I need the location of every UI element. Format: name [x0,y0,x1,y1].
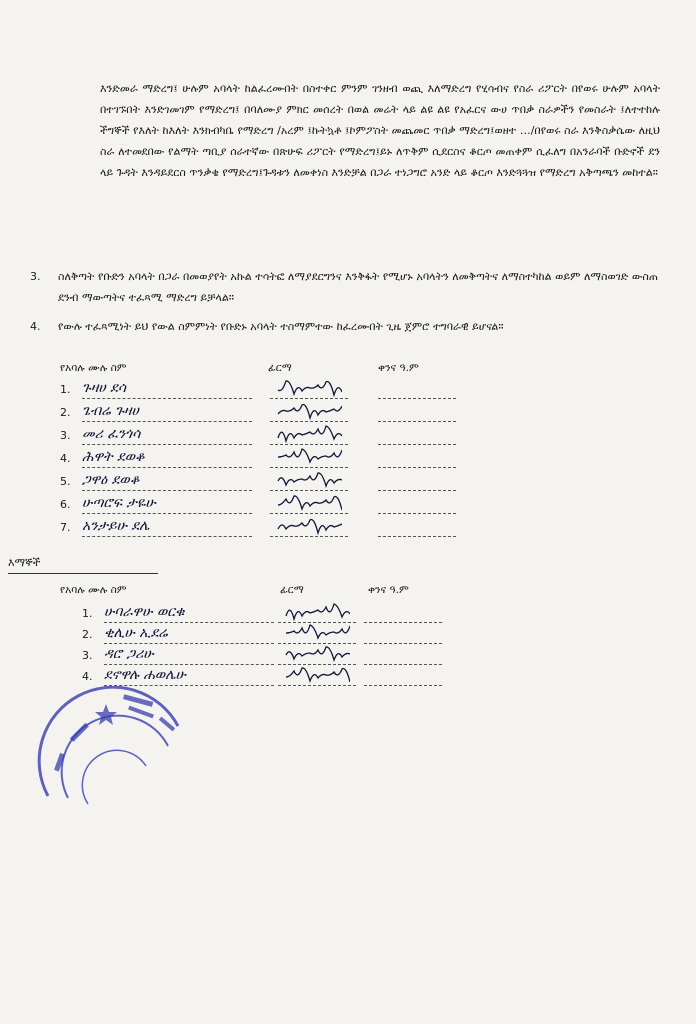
handwritten-name: መሪ ፈንጎሳ [82,426,252,445]
date-field [378,426,456,445]
observers-title: እማኞች [8,556,158,574]
signature-row [82,604,422,624]
signature-icon [270,472,348,491]
handwritten-name: ደኖዋሉ ሐወሌሁ [104,667,274,686]
signature-icon [270,495,348,514]
signature-icon [270,518,348,537]
official-stamp-icon [28,686,198,830]
handwritten-name: ጌብሬ ጉዛሀ [82,403,252,422]
signature-row [82,646,422,666]
row-number: 2. [60,406,71,419]
row-number: 1. [60,383,71,396]
row-number: 1. [82,607,93,620]
members-sign-header: ፊርማ [268,362,292,374]
signature-row [82,667,422,687]
date-field [364,646,442,665]
row-number: 3. [82,649,93,662]
row-number: 4. [82,670,93,683]
signature-icon [270,426,348,445]
date-field [378,518,456,537]
signature-row [60,380,400,400]
signature-row [60,518,400,538]
clause-number: 3. [30,270,41,283]
handwritten-name: ቂሊሁ ኢደሬ [104,625,274,644]
date-field [378,495,456,514]
handwritten-name: አንታይሁ ደሌ [82,518,252,537]
body-paragraph: እንድመራ ማድረግ፤ ሁሉም አባላት ከልፈረሙበት በስተቀር ምንም ገንዘብ ወጪ እለማድረግ የሂሳብና የስራ ሪፖርት በየወሩ ሁሉም አባላት በተገኙበት እንድገመገም የማድረግ፤ በባለሙያ ምክር መሰረት በወል መሬት ላይ ልዩ ልዩ የአፈርና ውሀ ጥበቃ ስራዎችን የመስራት ፤ለተተከሉ ችግኞች የእለት ከእለት እንክብካቤ የማድረግ /አረም ፤ኩትኳቶ ፤ኮምፖስት መጨመር ጥበቃ ማድረግ፤ወዘተ …/በየወሩ ስራ እንቅስቃሴው ለዚህ ስራ ለተመደበው የልማት ጣቢያ ሰራተኛው በጽሁፍ ሪፖርት የማድረግ፤ይኑ ለጥቅም ሲደርስና ቆርጦ መጠቀም ሲፈለግ በአንራባች ቡድኖች ደን ላይ ጉዳት እንዳይደርስ ጥንቃቄ የማድረግ፤ጉዳቱን ለመቀነስ እንድቻል በጋራ ተነጋግሮ አንድ ላይ ቆርጦ እንድጓጓዝ የማድረግ አቅጣጫን መከተል። [100,82,660,179]
signature-icon [278,667,356,686]
row-number: 4. [60,452,71,465]
handwritten-name: ሁጣሮፍ ታዬሁ [82,495,252,514]
date-field [378,472,456,491]
row-number: 7. [60,521,71,534]
observers-name-header: የአባሉ ሙሉ ስም [60,584,127,596]
signature-row [60,495,400,515]
members-name-header: የአባሉ ሙሉ ስም [60,362,127,374]
clause-number: 4. [30,320,41,333]
date-field [378,403,456,422]
date-field [378,449,456,468]
clause-text: ስለቅጣት የቡድን አባላት በጋራ በመወያየት አኩል ተሳትፎ ለማያደርግንና እንቅፋት የሚሆኑ አባላትን ለመቅጣትና ለማስተካከል ወይም ለማስወገድ ውስጠ ደንብ ማውጣትና ተፈጻሚ ማድረግ ይቻላል። [58,270,658,304]
signature-row [60,403,400,423]
date-field [364,667,442,686]
date-field [364,604,442,623]
signature-row [82,625,422,645]
handwritten-name: ዳሮ ጋሪሁ [104,646,274,665]
observers-sign-header: ፊርማ [280,584,304,596]
signature-row [60,472,400,492]
date-field [364,625,442,644]
handwritten-name: ጉዛሀ ደሳ [82,380,252,399]
handwritten-name: ሁባራዋሁ ወርቁ [104,604,274,623]
row-number: 6. [60,498,71,511]
date-field [378,380,456,399]
clause-text: የውሉ ተፈጻሚነት ይህ የውል ስምምነት የቡድኑ አባላት ተስማምተው ከፈረሙበት ጊዜ ጀምሮ ተግባራዊ ይሆናል። [58,320,504,333]
signature-icon [270,403,348,422]
members-date-header: ቀንና ዓ.ም [378,362,419,374]
row-number: 2. [82,628,93,641]
handwritten-name: ሕዋት ደወቆ [82,449,252,468]
signature-icon [270,449,348,468]
observers-date-header: ቀንና ዓ.ም [368,584,409,596]
handwritten-name: ጋዋዕ ደወቆ [82,472,252,491]
signature-row [60,426,400,446]
row-number: 3. [60,429,71,442]
row-number: 5. [60,475,71,488]
signature-row [60,449,400,469]
signature-icon [270,380,348,399]
